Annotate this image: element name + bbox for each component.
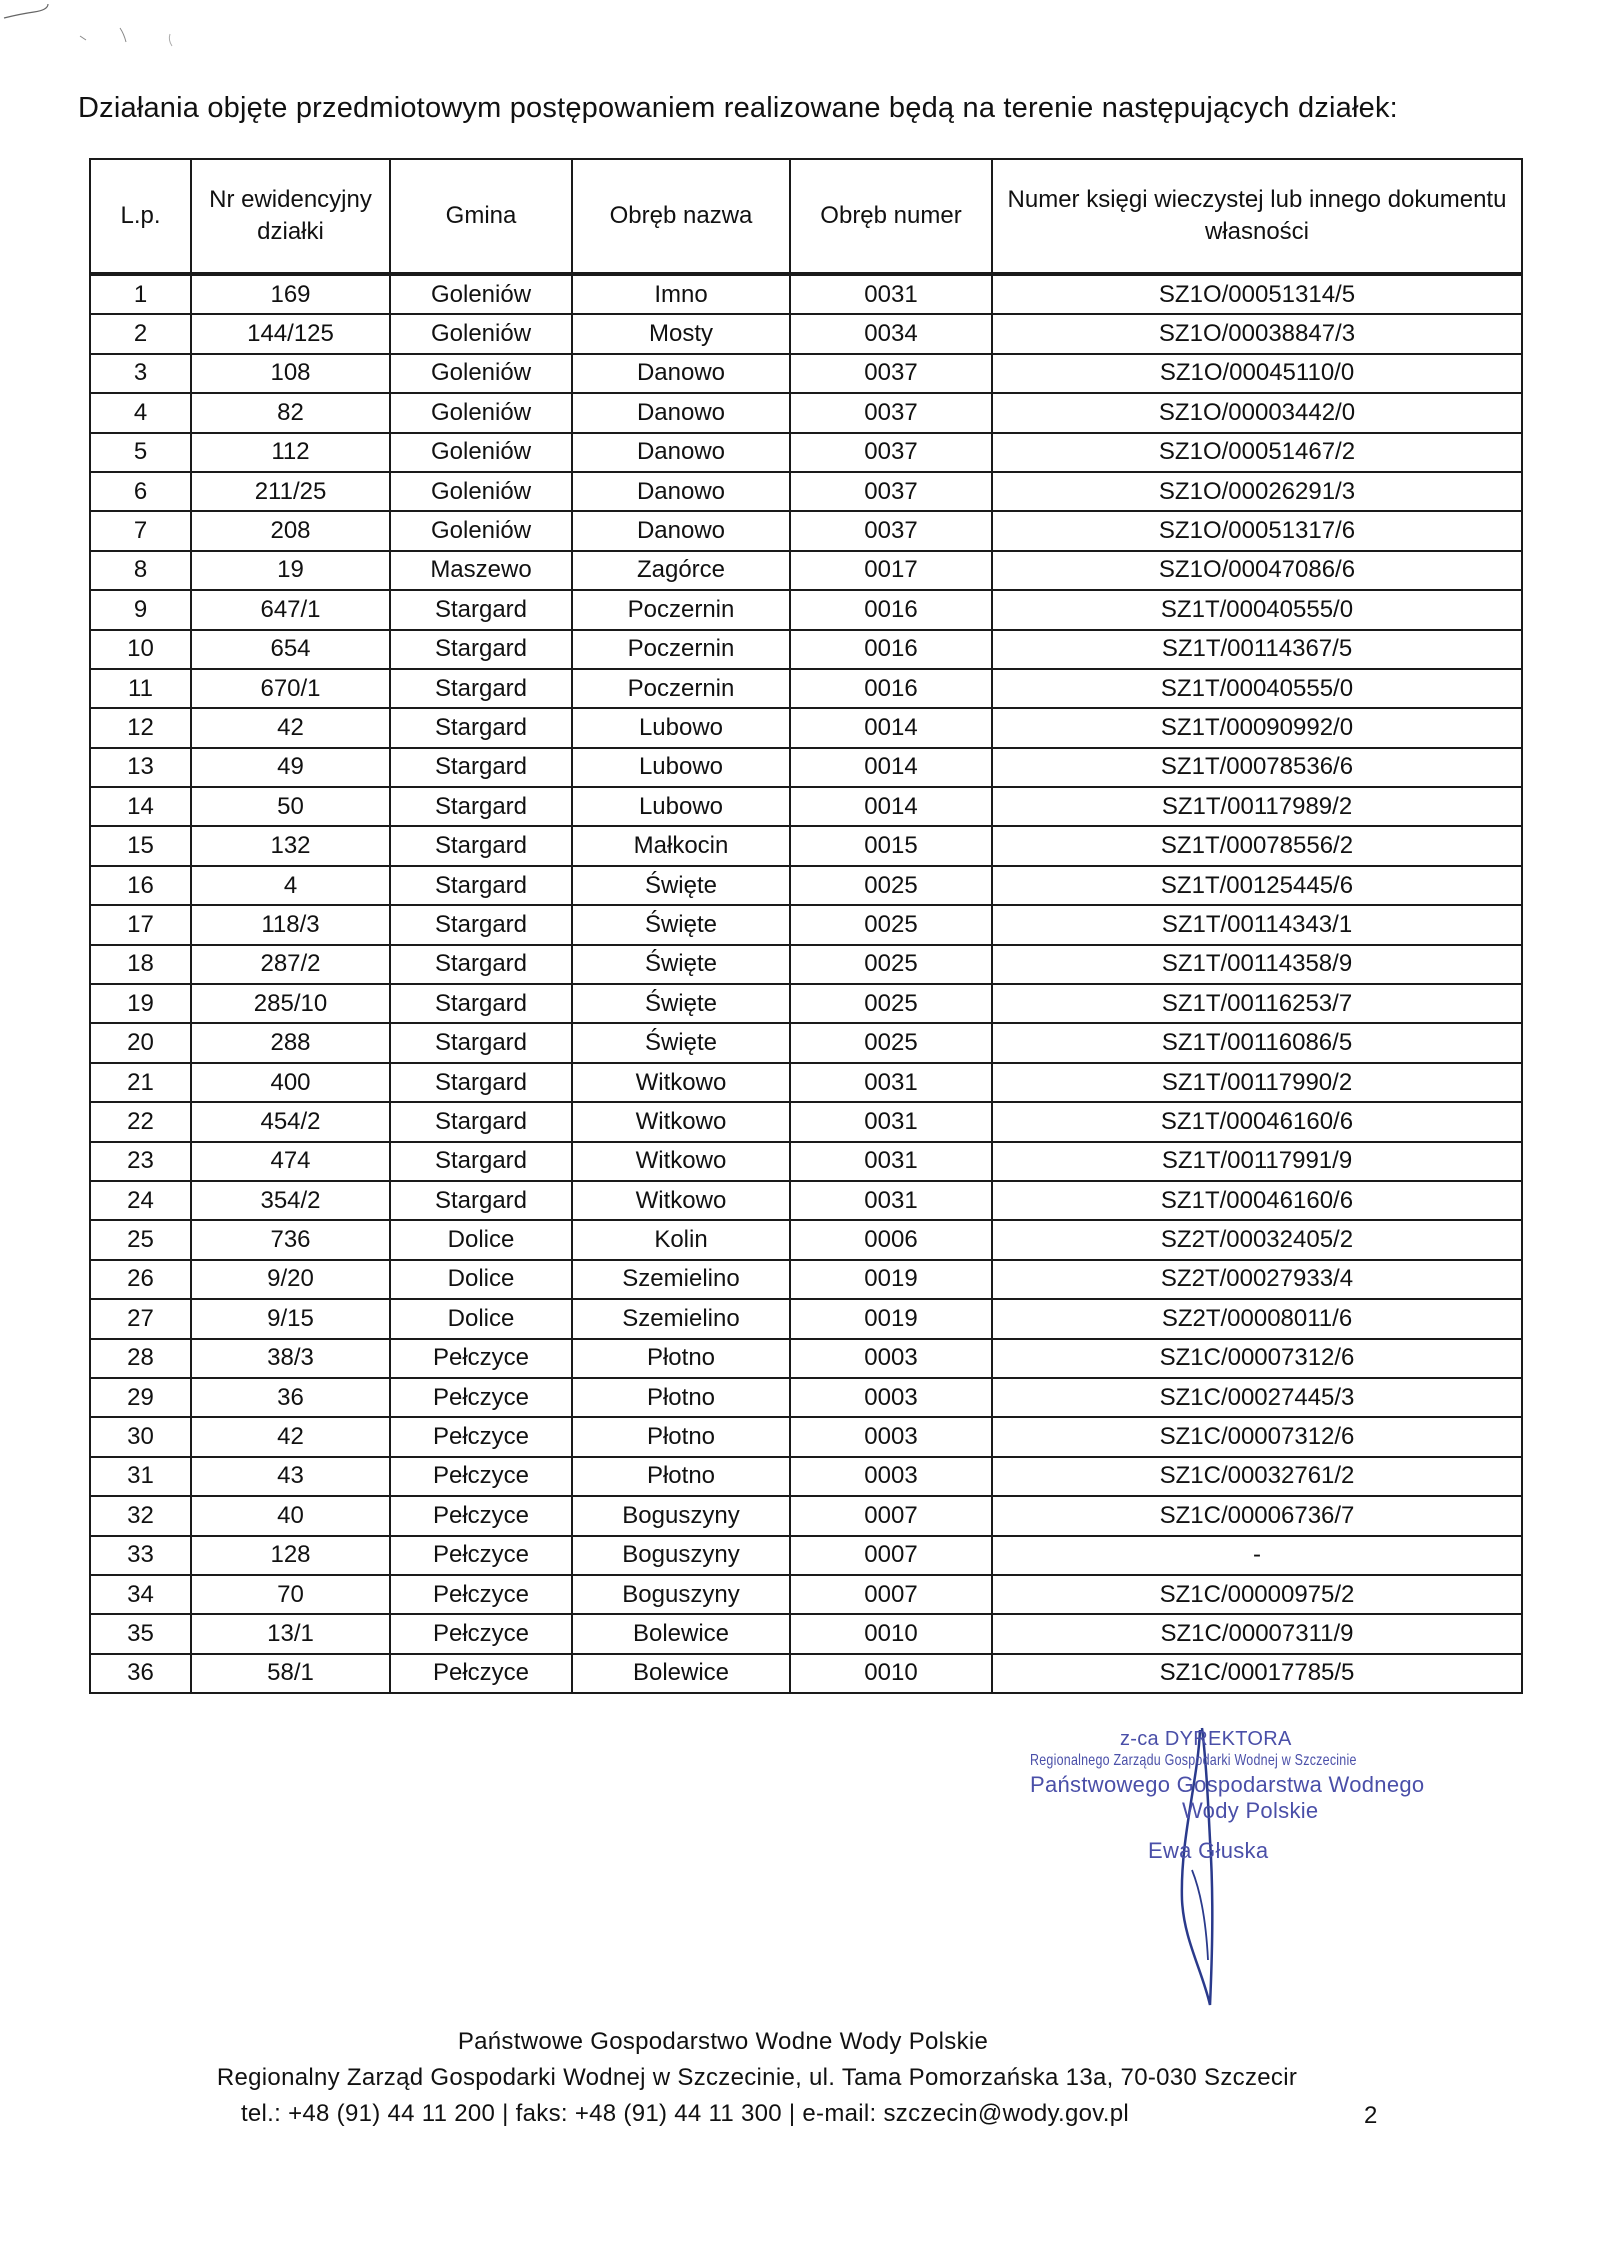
plots-table [89, 158, 1523, 1694]
cell-commune: Pełczyce [390, 1496, 572, 1535]
cell-precinct-name: Zagórce [572, 551, 790, 590]
cell-commune: Stargard [390, 669, 572, 708]
header-land-register: Numer księgi wieczystej lub innego dokumentu własności [992, 159, 1522, 274]
cell-precinct-number: 0016 [790, 669, 992, 708]
cell-precinct-name: Boguszyny [572, 1496, 790, 1535]
cell-land-register: SZ1O/00047086/6 [992, 551, 1522, 590]
table-row [90, 1417, 1522, 1456]
cell-lp: 22 [90, 1102, 191, 1141]
cell-precinct-name: Poczernin [572, 669, 790, 708]
cell-precinct-number: 0037 [790, 472, 992, 511]
cell-lp: 34 [90, 1575, 191, 1614]
cell-land-register: SZ1T/00114367/5 [992, 630, 1522, 669]
table-row [90, 314, 1522, 353]
cell-lp: 21 [90, 1063, 191, 1102]
cell-plot-number: 42 [191, 1417, 390, 1456]
cell-precinct-number: 0037 [790, 511, 992, 550]
cell-land-register: SZ1O/00051467/2 [992, 433, 1522, 472]
cell-precinct-name: Szemielino [572, 1299, 790, 1338]
cell-precinct-number: 0014 [790, 708, 992, 747]
table-header-row [90, 159, 1522, 274]
cell-precinct-name: Płotno [572, 1417, 790, 1456]
cell-precinct-number: 0031 [790, 1181, 992, 1220]
table-row [90, 1181, 1522, 1220]
cell-commune: Dolice [390, 1220, 572, 1259]
table-row [90, 1260, 1522, 1299]
cell-precinct-number: 0007 [790, 1575, 992, 1614]
cell-precinct-number: 0016 [790, 630, 992, 669]
cell-commune: Goleniów [390, 472, 572, 511]
cell-lp: 3 [90, 354, 191, 393]
stamp-brand: Wody Polskie [1182, 1798, 1319, 1823]
cell-plot-number: 132 [191, 826, 390, 865]
table-row [90, 1457, 1522, 1496]
cell-precinct-name: Małkocin [572, 826, 790, 865]
cell-land-register: SZ1T/00117990/2 [992, 1063, 1522, 1102]
cell-precinct-number: 0019 [790, 1299, 992, 1338]
cell-land-register: SZ1T/00114358/9 [992, 945, 1522, 984]
cell-land-register: SZ1C/00007311/9 [992, 1614, 1522, 1653]
cell-commune: Pełczyce [390, 1457, 572, 1496]
cell-plot-number: 40 [191, 1496, 390, 1535]
cell-precinct-number: 0025 [790, 984, 992, 1023]
cell-commune: Pełczyce [390, 1339, 572, 1378]
cell-commune: Stargard [390, 1023, 572, 1062]
cell-lp: 23 [90, 1142, 191, 1181]
cell-precinct-number: 0034 [790, 314, 992, 353]
cell-lp: 27 [90, 1299, 191, 1338]
cell-land-register: SZ1T/00040555/0 [992, 590, 1522, 629]
cell-commune: Pełczyce [390, 1614, 572, 1653]
cell-land-register: SZ1C/00007312/6 [992, 1339, 1522, 1378]
cell-precinct-name: Lubowo [572, 708, 790, 747]
cell-commune: Pełczyce [390, 1536, 572, 1575]
cell-commune: Dolice [390, 1299, 572, 1338]
cell-precinct-name: Danowo [572, 511, 790, 550]
cell-precinct-number: 0014 [790, 787, 992, 826]
cell-precinct-number: 0037 [790, 393, 992, 432]
footer-organization: Państwowe Gospodarstwo Wodne Wody Polskie [457, 2028, 989, 2055]
cell-commune: Pełczyce [390, 1654, 572, 1693]
cell-lp: 11 [90, 669, 191, 708]
cell-lp: 2 [90, 314, 191, 353]
cell-plot-number: 208 [191, 511, 390, 550]
cell-lp: 25 [90, 1220, 191, 1259]
table-row [90, 274, 1522, 314]
table-row [90, 984, 1522, 1023]
table-row [90, 1575, 1522, 1614]
cell-plot-number: 400 [191, 1063, 390, 1102]
cell-plot-number: 128 [191, 1536, 390, 1575]
cell-commune: Maszewo [390, 551, 572, 590]
table-row [90, 708, 1522, 747]
intro-text: Działania objęte przedmiotowym postępowaniem realizowane będą na terenie następujących działek: [78, 92, 1398, 124]
cell-precinct-name: Płotno [572, 1339, 790, 1378]
cell-precinct-number: 0037 [790, 433, 992, 472]
cell-plot-number: 19 [191, 551, 390, 590]
cell-precinct-name: Witkowo [572, 1102, 790, 1141]
cell-land-register: SZ1C/00000975/2 [992, 1575, 1522, 1614]
cell-precinct-number: 0010 [790, 1654, 992, 1693]
page-number: 2 [1364, 2102, 1378, 2129]
cell-lp: 28 [90, 1339, 191, 1378]
cell-precinct-number: 0014 [790, 748, 992, 787]
cell-plot-number: 354/2 [191, 1181, 390, 1220]
cell-lp: 31 [90, 1457, 191, 1496]
cell-commune: Goleniów [390, 511, 572, 550]
cell-land-register: SZ1T/00116086/5 [992, 1023, 1522, 1062]
cell-land-register: SZ1O/00045110/0 [992, 354, 1522, 393]
table-row [90, 433, 1522, 472]
table-row [90, 1654, 1522, 1693]
cell-plot-number: 654 [191, 630, 390, 669]
stamp-signatory: Ewa Głuska [1148, 1838, 1269, 1863]
cell-lp: 36 [90, 1654, 191, 1693]
cell-lp: 12 [90, 708, 191, 747]
cell-commune: Stargard [390, 1102, 572, 1141]
cell-land-register: SZ2T/00032405/2 [992, 1220, 1522, 1259]
cell-land-register: SZ1O/00051314/5 [992, 274, 1522, 314]
cell-plot-number: 144/125 [191, 314, 390, 353]
cell-plot-number: 70 [191, 1575, 390, 1614]
cell-plot-number: 118/3 [191, 905, 390, 944]
table-row [90, 1536, 1522, 1575]
header-lp: L.p. [90, 159, 191, 274]
cell-land-register: SZ1O/00038847/3 [992, 314, 1522, 353]
cell-lp: 26 [90, 1260, 191, 1299]
cell-commune: Stargard [390, 984, 572, 1023]
cell-precinct-number: 0007 [790, 1536, 992, 1575]
cell-precinct-number: 0016 [790, 590, 992, 629]
cell-precinct-number: 0015 [790, 826, 992, 865]
cell-precinct-name: Poczernin [572, 590, 790, 629]
cell-lp: 17 [90, 905, 191, 944]
cell-commune: Stargard [390, 945, 572, 984]
cell-precinct-name: Danowo [572, 393, 790, 432]
cell-commune: Goleniów [390, 433, 572, 472]
cell-precinct-number: 0037 [790, 354, 992, 393]
stamp-organization: Państwowego Gospodarstwa Wodnego [1030, 1772, 1425, 1797]
table-row [90, 787, 1522, 826]
table-row [90, 748, 1522, 787]
cell-precinct-number: 0025 [790, 945, 992, 984]
cell-precinct-name: Święte [572, 984, 790, 1023]
cell-land-register: SZ1T/00078556/2 [992, 826, 1522, 865]
cell-precinct-name: Lubowo [572, 787, 790, 826]
table-row [90, 669, 1522, 708]
cell-land-register: SZ1C/00027445/3 [992, 1378, 1522, 1417]
cell-commune: Stargard [390, 590, 572, 629]
cell-precinct-name: Święte [572, 905, 790, 944]
cell-land-register: SZ1C/00017785/5 [992, 1654, 1522, 1693]
cell-land-register: SZ2T/00027933/4 [992, 1260, 1522, 1299]
cell-plot-number: 9/15 [191, 1299, 390, 1338]
cell-lp: 29 [90, 1378, 191, 1417]
cell-plot-number: 211/25 [191, 472, 390, 511]
header-plot-number: Nr ewidencyjny działki [191, 159, 390, 274]
cell-commune: Pełczyce [390, 1417, 572, 1456]
cell-commune: Goleniów [390, 274, 572, 314]
stamp-office: Regionalnego Zarządu Gospodarki Wodnej w Szczecinie [1030, 1752, 1357, 1769]
cell-commune: Stargard [390, 787, 572, 826]
cell-precinct-name: Witkowo [572, 1181, 790, 1220]
cell-commune: Dolice [390, 1260, 572, 1299]
footer-address: Regionalny Zarząd Gospodarki Wodnej w Szczecinie, ul. Tama Pomorzańska 13a, 70-030 Szczecir [216, 2064, 1298, 2091]
cell-commune: Goleniów [390, 354, 572, 393]
cell-plot-number: 670/1 [191, 669, 390, 708]
cell-precinct-name: Boguszyny [572, 1575, 790, 1614]
table-row [90, 1378, 1522, 1417]
table-row [90, 1063, 1522, 1102]
cell-plot-number: 288 [191, 1023, 390, 1062]
cell-precinct-name: Bolewice [572, 1614, 790, 1653]
cell-land-register: SZ1T/00046160/6 [992, 1181, 1522, 1220]
cell-plot-number: 38/3 [191, 1339, 390, 1378]
cell-precinct-name: Witkowo [572, 1142, 790, 1181]
cell-precinct-name: Kolin [572, 1220, 790, 1259]
cell-precinct-name: Witkowo [572, 1063, 790, 1102]
cell-precinct-number: 0031 [790, 1063, 992, 1102]
cell-land-register: - [992, 1536, 1522, 1575]
cell-lp: 8 [90, 551, 191, 590]
cell-precinct-number: 0006 [790, 1220, 992, 1259]
cell-precinct-name: Imno [572, 274, 790, 314]
cell-land-register: SZ1O/00051317/6 [992, 511, 1522, 550]
table-row [90, 1023, 1522, 1062]
cell-precinct-number: 0025 [790, 905, 992, 944]
table-row [90, 590, 1522, 629]
cell-plot-number: 454/2 [191, 1102, 390, 1141]
cell-lp: 16 [90, 866, 191, 905]
cell-commune: Stargard [390, 826, 572, 865]
cell-commune: Stargard [390, 1181, 572, 1220]
header-precinct-name: Obręb nazwa [572, 159, 790, 274]
scan-mark [0, 0, 200, 60]
table-row [90, 945, 1522, 984]
cell-land-register: SZ1C/00032761/2 [992, 1457, 1522, 1496]
cell-precinct-number: 0031 [790, 1102, 992, 1141]
cell-plot-number: 112 [191, 433, 390, 472]
cell-lp: 33 [90, 1536, 191, 1575]
cell-plot-number: 42 [191, 708, 390, 747]
cell-precinct-name: Boguszyny [572, 1536, 790, 1575]
table-row [90, 1339, 1522, 1378]
cell-commune: Stargard [390, 1142, 572, 1181]
cell-precinct-name: Płotno [572, 1378, 790, 1417]
cell-plot-number: 82 [191, 393, 390, 432]
cell-lp: 30 [90, 1417, 191, 1456]
plots-table-body [90, 274, 1522, 1693]
cell-land-register: SZ2T/00008011/6 [992, 1299, 1522, 1338]
table-row [90, 905, 1522, 944]
cell-commune: Stargard [390, 630, 572, 669]
cell-lp: 19 [90, 984, 191, 1023]
cell-lp: 10 [90, 630, 191, 669]
cell-precinct-name: Lubowo [572, 748, 790, 787]
cell-commune: Pełczyce [390, 1575, 572, 1614]
cell-precinct-name: Płotno [572, 1457, 790, 1496]
cell-land-register: SZ1O/00003442/0 [992, 393, 1522, 432]
cell-lp: 35 [90, 1614, 191, 1653]
table-row [90, 393, 1522, 432]
cell-land-register: SZ1O/00026291/3 [992, 472, 1522, 511]
cell-lp: 5 [90, 433, 191, 472]
cell-commune: Stargard [390, 1063, 572, 1102]
cell-land-register: SZ1T/00040555/0 [992, 669, 1522, 708]
cell-commune: Pełczyce [390, 1378, 572, 1417]
cell-commune: Goleniów [390, 314, 572, 353]
cell-land-register: SZ1T/00090992/0 [992, 708, 1522, 747]
cell-precinct-name: Danowo [572, 354, 790, 393]
cell-lp: 14 [90, 787, 191, 826]
cell-lp: 20 [90, 1023, 191, 1062]
cell-land-register: SZ1T/00117989/2 [992, 787, 1522, 826]
cell-plot-number: 647/1 [191, 590, 390, 629]
table-row [90, 354, 1522, 393]
cell-plot-number: 474 [191, 1142, 390, 1181]
cell-precinct-name: Święte [572, 1023, 790, 1062]
cell-plot-number: 13/1 [191, 1614, 390, 1653]
cell-plot-number: 43 [191, 1457, 390, 1496]
cell-commune: Goleniów [390, 393, 572, 432]
cell-precinct-name: Danowo [572, 433, 790, 472]
cell-plot-number: 285/10 [191, 984, 390, 1023]
table-row [90, 1299, 1522, 1338]
footer-contact: tel.: +48 (91) 44 11 200 | faks: +48 (91) 44 11 300 | e-mail: szczecin@wody.gov.pl [240, 2100, 1130, 2127]
cell-commune: Stargard [390, 748, 572, 787]
cell-precinct-number: 0007 [790, 1496, 992, 1535]
stamp-title: z-ca DYREKTORA [1120, 1728, 1292, 1750]
cell-commune: Stargard [390, 708, 572, 747]
cell-lp: 13 [90, 748, 191, 787]
cell-precinct-number: 0017 [790, 551, 992, 590]
cell-precinct-name: Szemielino [572, 1260, 790, 1299]
table-row [90, 472, 1522, 511]
cell-plot-number: 49 [191, 748, 390, 787]
cell-precinct-number: 0025 [790, 1023, 992, 1062]
cell-plot-number: 58/1 [191, 1654, 390, 1693]
cell-precinct-number: 0003 [790, 1339, 992, 1378]
cell-land-register: SZ1C/00006736/7 [992, 1496, 1522, 1535]
cell-plot-number: 169 [191, 274, 390, 314]
cell-lp: 9 [90, 590, 191, 629]
table-row [90, 1142, 1522, 1181]
cell-lp: 4 [90, 393, 191, 432]
cell-land-register: SZ1T/00125445/6 [992, 866, 1522, 905]
cell-plot-number: 50 [191, 787, 390, 826]
table-row [90, 826, 1522, 865]
table-row [90, 511, 1522, 550]
cell-land-register: SZ1T/00078536/6 [992, 748, 1522, 787]
cell-plot-number: 36 [191, 1378, 390, 1417]
cell-precinct-name: Święte [572, 866, 790, 905]
cell-precinct-number: 0025 [790, 866, 992, 905]
table-row [90, 1496, 1522, 1535]
cell-lp: 18 [90, 945, 191, 984]
cell-precinct-name: Święte [572, 945, 790, 984]
cell-precinct-number: 0003 [790, 1417, 992, 1456]
table-row [90, 551, 1522, 590]
table-row [90, 630, 1522, 669]
cell-land-register: SZ1T/00116253/7 [992, 984, 1522, 1023]
cell-commune: Stargard [390, 905, 572, 944]
cell-precinct-number: 0003 [790, 1378, 992, 1417]
cell-precinct-number: 0031 [790, 274, 992, 314]
cell-land-register: SZ1C/00007312/6 [992, 1417, 1522, 1456]
cell-land-register: SZ1T/00046160/6 [992, 1102, 1522, 1141]
cell-commune: Stargard [390, 866, 572, 905]
cell-precinct-name: Danowo [572, 472, 790, 511]
cell-land-register: SZ1T/00114343/1 [992, 905, 1522, 944]
cell-lp: 7 [90, 511, 191, 550]
cell-precinct-name: Bolewice [572, 1654, 790, 1693]
header-commune: Gmina [390, 159, 572, 274]
cell-precinct-number: 0003 [790, 1457, 992, 1496]
cell-plot-number: 4 [191, 866, 390, 905]
cell-precinct-name: Poczernin [572, 630, 790, 669]
cell-plot-number: 108 [191, 354, 390, 393]
table-row [90, 1614, 1522, 1653]
header-precinct-number: Obręb numer [790, 159, 992, 274]
cell-lp: 24 [90, 1181, 191, 1220]
cell-precinct-name: Mosty [572, 314, 790, 353]
cell-lp: 32 [90, 1496, 191, 1535]
cell-lp: 15 [90, 826, 191, 865]
table-row [90, 1220, 1522, 1259]
cell-lp: 1 [90, 274, 191, 314]
table-row [90, 1102, 1522, 1141]
cell-precinct-number: 0031 [790, 1142, 992, 1181]
cell-lp: 6 [90, 472, 191, 511]
cell-precinct-number: 0010 [790, 1614, 992, 1653]
cell-land-register: SZ1T/00117991/9 [992, 1142, 1522, 1181]
cell-plot-number: 287/2 [191, 945, 390, 984]
table-row [90, 866, 1522, 905]
cell-plot-number: 9/20 [191, 1260, 390, 1299]
director-stamp [1020, 1728, 1425, 2028]
cell-plot-number: 736 [191, 1220, 390, 1259]
cell-precinct-number: 0019 [790, 1260, 992, 1299]
